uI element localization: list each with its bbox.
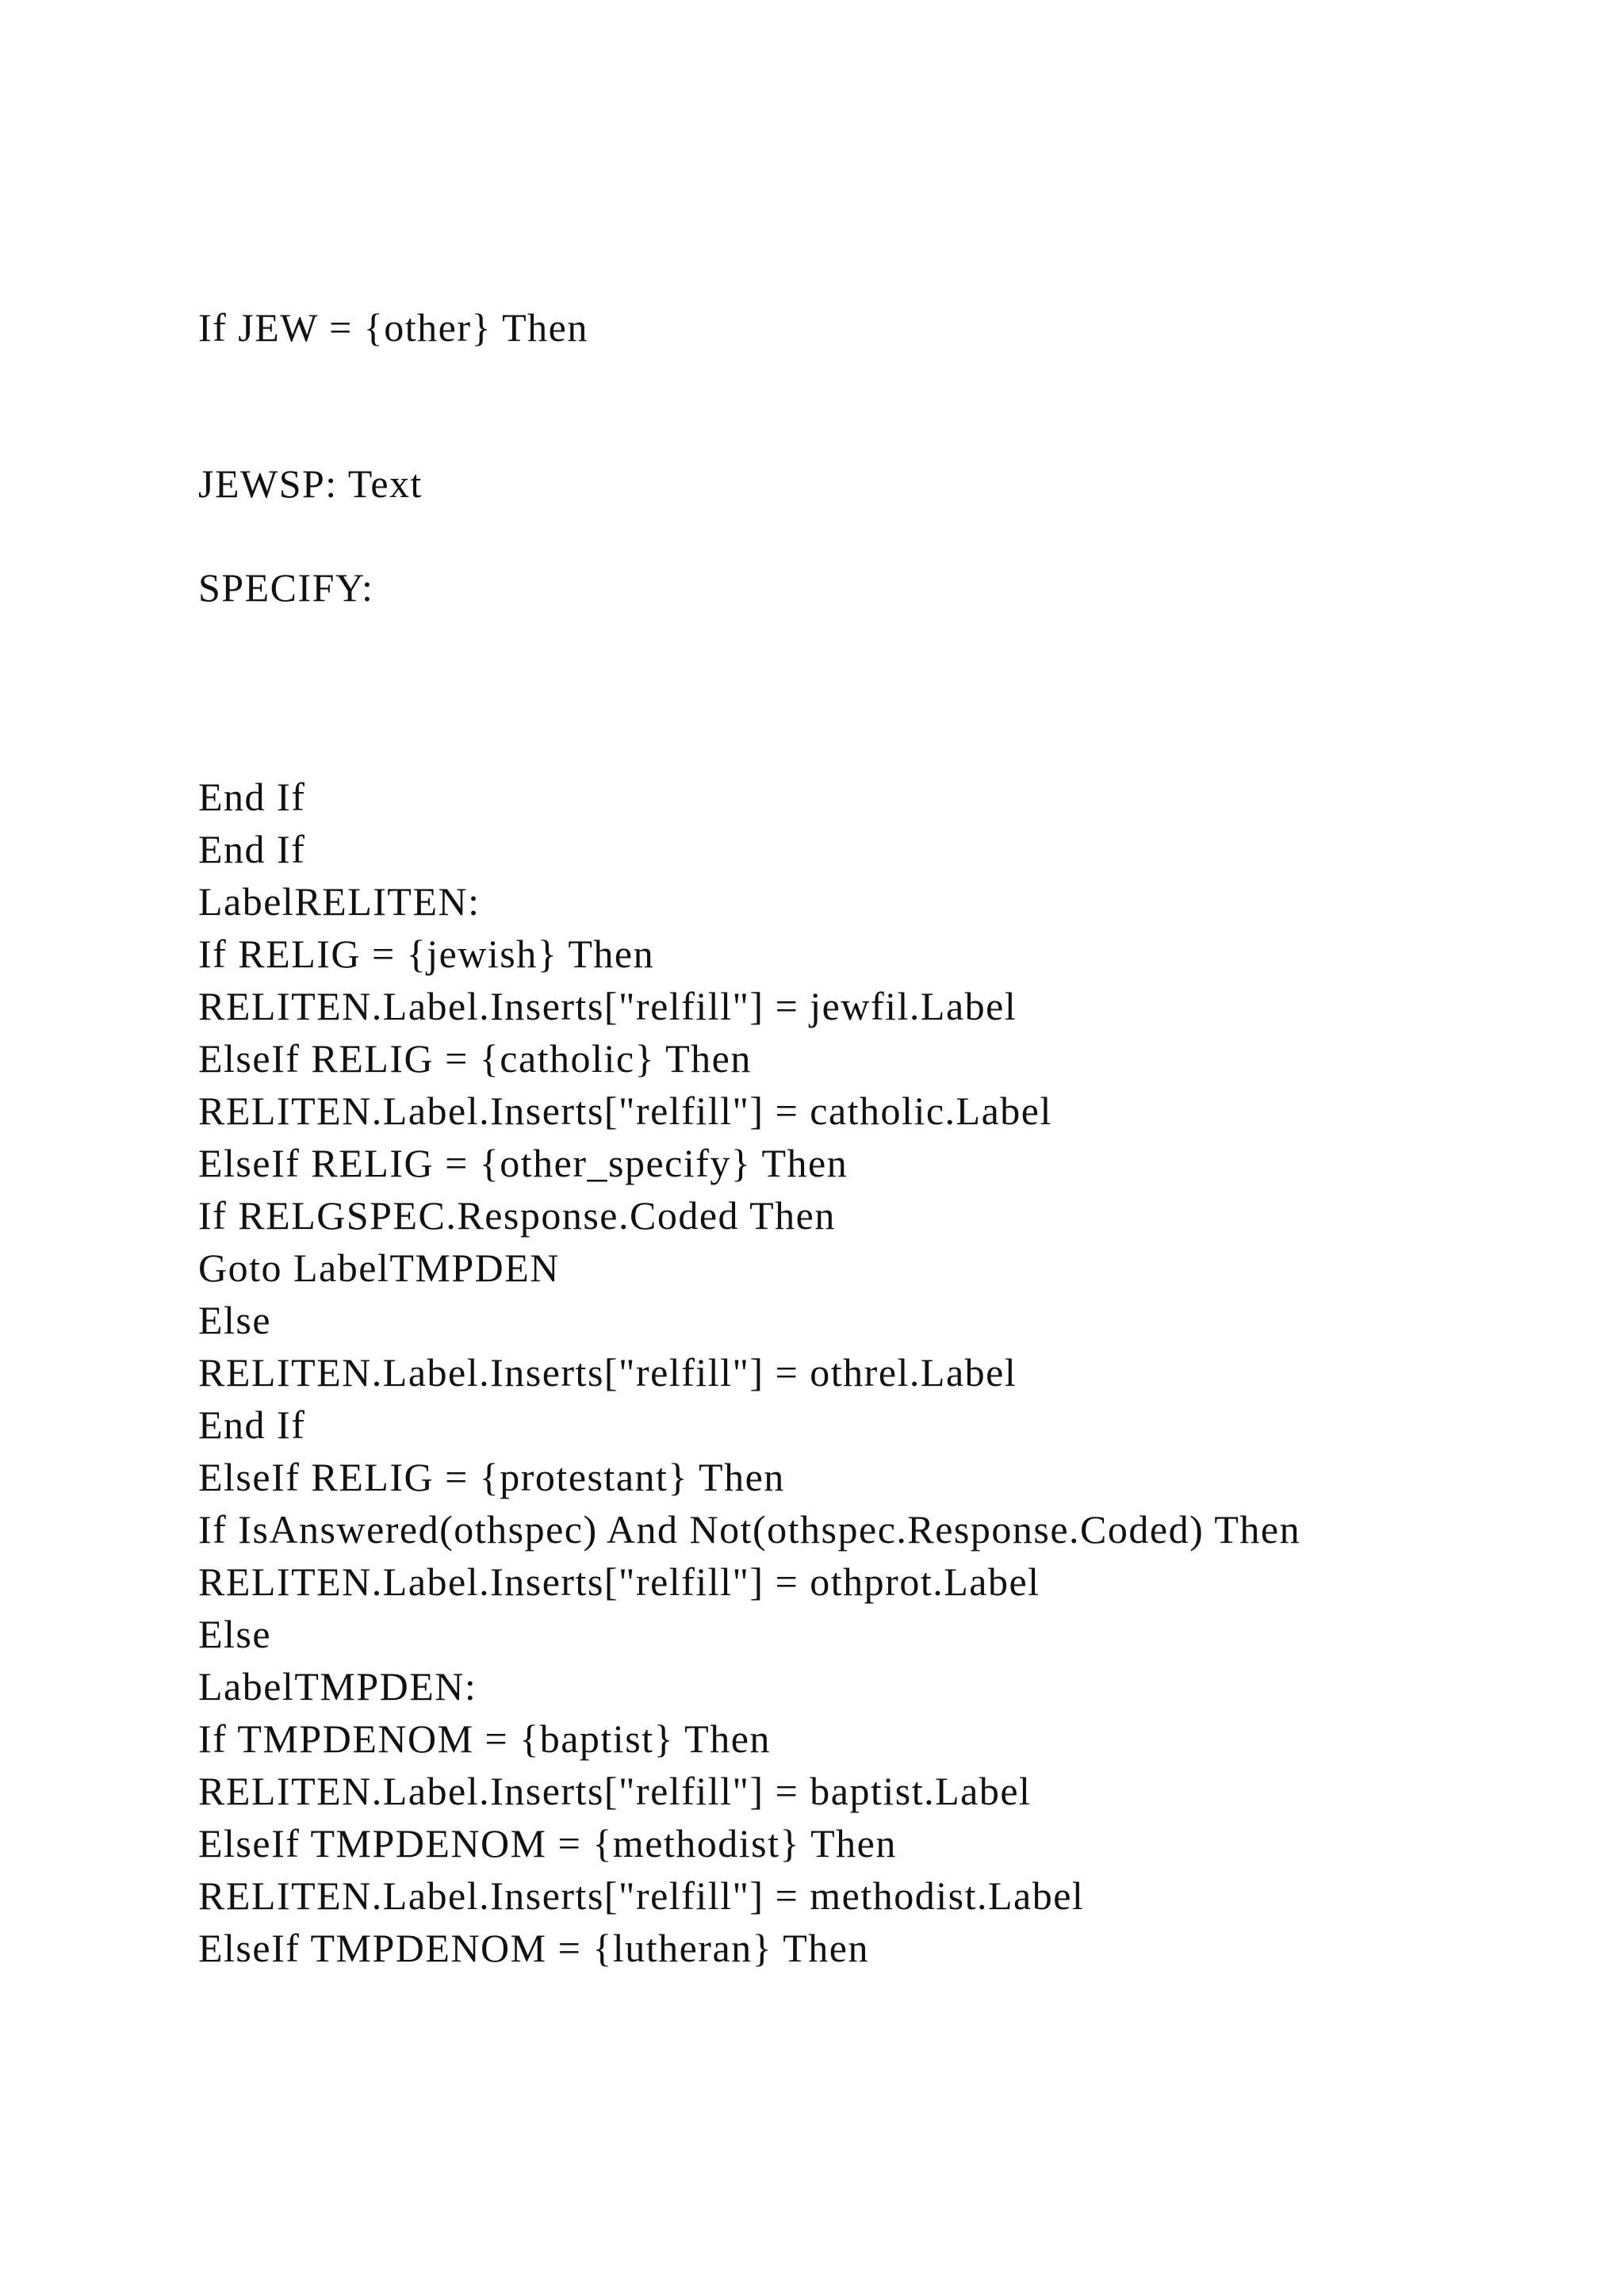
text-line-if-jew: If JEW = {other} Then — [198, 305, 588, 350]
code-line: Goto LabelTMPDEN — [198, 1246, 560, 1290]
text-line-specify: SPECIFY: — [198, 565, 374, 610]
text-line-jewsp: JEWSP: Text — [198, 461, 423, 506]
code-line: RELITEN.Label.Inserts["relfill"] = othrel.Label — [198, 1350, 1017, 1395]
code-line: RELITEN.Label.Inserts["relfill"] = jewfil.Label — [198, 984, 1017, 1028]
code-line: If TMPDENOM = {baptist} Then — [198, 1716, 771, 1761]
code-line: RELITEN.Label.Inserts["relfill"] = catholic.Label — [198, 1089, 1052, 1133]
code-line: End If — [198, 827, 306, 871]
code-line: Else — [198, 1612, 272, 1656]
code-line: ElseIf RELIG = {protestant} Then — [198, 1455, 785, 1499]
code-line: If RELGSPEC.Response.Coded Then — [198, 1193, 836, 1238]
code-line: RELITEN.Label.Inserts["relfill"] = methodist.Label — [198, 1873, 1085, 1918]
code-line: End If — [198, 1402, 306, 1447]
code-line: LabelRELITEN: — [198, 879, 481, 924]
code-line: Else — [198, 1298, 272, 1342]
code-line: ElseIf TMPDENOM = {lutheran} Then — [198, 1926, 869, 1970]
code-line: End If — [198, 775, 306, 819]
code-line: RELITEN.Label.Inserts["relfill"] = othprot.Label — [198, 1559, 1040, 1604]
code-line: If RELIG = {jewish} Then — [198, 932, 655, 976]
code-line: LabelTMPDEN: — [198, 1664, 477, 1709]
code-line: ElseIf TMPDENOM = {methodist} Then — [198, 1821, 897, 1866]
code-line: If IsAnswered(othspec) And Not(othspec.Response.Coded) Then — [198, 1507, 1301, 1552]
code-line: RELITEN.Label.Inserts["relfill"] = baptist.Label — [198, 1769, 1032, 1813]
code-line: ElseIf RELIG = {other_specify} Then — [198, 1141, 848, 1185]
code-line: ElseIf RELIG = {catholic} Then — [198, 1036, 752, 1081]
